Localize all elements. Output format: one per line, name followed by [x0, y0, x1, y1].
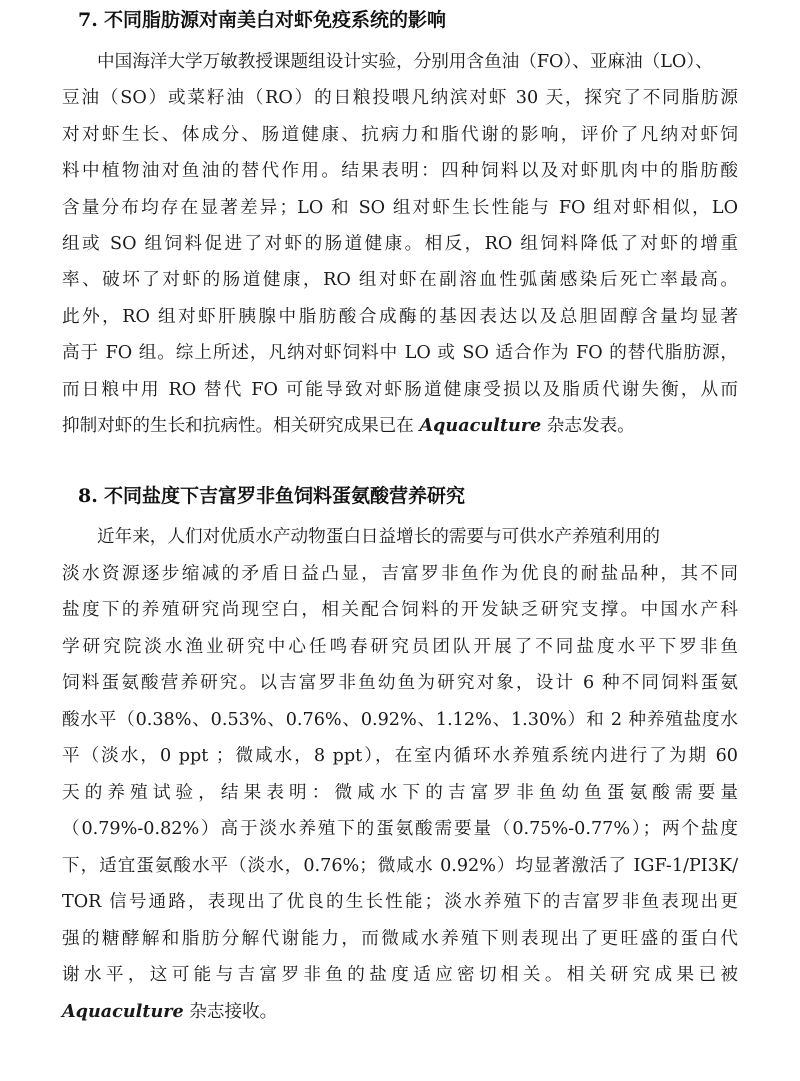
paragraph-line: TOR 信号通路，表现出了优良的生长性能；淡水养殖下的吉富罗非鱼表现出更 — [62, 892, 738, 912]
paragraph-line: 淡水资源逐步缩减的矛盾日益凸显，吉富罗非鱼作为优良的耐盐品种，其不同 — [62, 564, 738, 584]
paragraph-line: 近年来，人们对优质水产动物蛋白日益增长的需要与可供水产养殖利用的 — [97, 527, 661, 547]
journal-name: Aquaculture — [62, 1001, 184, 1022]
journal-name: Aquaculture — [419, 415, 542, 436]
paragraph-last-line — [62, 1000, 738, 1024]
text-span: 抑制对虾的生长和抗病性。相关研究成果已在 — [62, 416, 420, 436]
text-span: 杂志发表。 — [541, 416, 635, 436]
text-span: 杂志接收。 — [183, 1002, 278, 1022]
paragraph-line: 盐度下的养殖研究尚现空白，相关配合饲料的开发缺乏研究支撑。中国水产科 — [62, 600, 738, 620]
paragraph-line: 平（淡水，0 ppt ；微咸水，8 ppt），在室内循环水养殖系统内进行了为期 60 — [62, 746, 738, 766]
paragraph-line: 酸水平（0.38%、0.53%、0.76%、0.92%、1.12%、1.30%）和 2 种养殖盐度水 — [62, 710, 738, 730]
paragraph-line: 天的养殖试验，结果表明：微咸水下的吉富罗非鱼幼鱼蛋氨酸需要量 — [62, 783, 738, 803]
paragraph-last-line — [62, 414, 738, 438]
section-8-heading — [78, 484, 465, 508]
paragraph-line: 率、破坏了对虾的肠道健康，RO 组对虾在副溶血性弧菌感染后死亡率最高。 — [62, 270, 738, 290]
paragraph-line: 组或 SO 组饲料促进了对虾的肠道健康。相反，RO 组饲料降低了对虾的增重 — [62, 234, 738, 254]
section-8-number: 8. — [78, 485, 98, 507]
section-7-title: 不同脂肪源对南美白对虾免疫系统的影响 — [104, 9, 447, 31]
paragraph-line: 对对虾生长、体成分、肠道健康、抗病力和脂代谢的影响，评价了凡纳对虾饲 — [62, 125, 738, 145]
paragraph-line: 下，适宜蛋氨酸水平（淡水，0.76%；微咸水 0.92%）均显著激活了 IGF-1/PI3K/ — [62, 856, 738, 876]
paragraph-line: （0.79%-0.82%）高于淡水养殖下的蛋氨酸需要量（0.75%-0.77%）；两个盐度 — [62, 819, 738, 839]
section-7-heading — [78, 8, 446, 32]
paragraph-line: 高于 FO 组。综上所述，凡纳对虾饲料中 LO 或 SO 适合作为 FO 的替代脂肪源， — [62, 343, 738, 363]
paragraph-line: 强的糖酵解和脂肪分解代谢能力，而微咸水养殖下则表现出了更旺盛的蛋白代 — [62, 929, 738, 949]
paragraph-line: 豆油（SO）或菜籽油（RO）的日粮投喂凡纳滨对虾 30 天，探究了不同脂肪源 — [62, 88, 738, 108]
paragraph-line: 学研究院淡水渔业研究中心任鸣春研究员团队开展了不同盐度水平下罗非鱼 — [62, 637, 738, 657]
paragraph-line: 饲料蛋氨酸营养研究。以吉富罗非鱼幼鱼为研究对象，设计 6 种不同饲料蛋氨 — [62, 673, 738, 693]
section-8-title: 不同盐度下吉富罗非鱼饲料蛋氨酸营养研究 — [104, 485, 466, 507]
paragraph-line: 谢水平，这可能与吉富罗非鱼的盐度适应密切相关。相关研究成果已被 — [62, 965, 738, 985]
paragraph-line: 而日粮中用 RO 替代 FO 可能导致对虾肠道健康受损以及脂质代谢失衡，从而 — [62, 380, 738, 400]
section-7-number: 7. — [78, 9, 98, 31]
paragraph-line: 中国海洋大学万敏教授课题组设计实验，分别用含鱼油（FO）、亚麻油（LO）、 — [97, 52, 713, 72]
paragraph-line: 料中植物油对鱼油的替代作用。结果表明：四种饲料以及对虾肌肉中的脂肪酸 — [62, 161, 738, 181]
paragraph-line: 此外，RO 组对虾肝胰腺中脂肪酸合成酶的基因表达以及总胆固醇含量均显著 — [62, 307, 738, 327]
paragraph-line: 含量分布均存在显著差异；LO 和 SO 组对虾生长性能与 FO 组对虾相似，LO — [62, 198, 738, 218]
